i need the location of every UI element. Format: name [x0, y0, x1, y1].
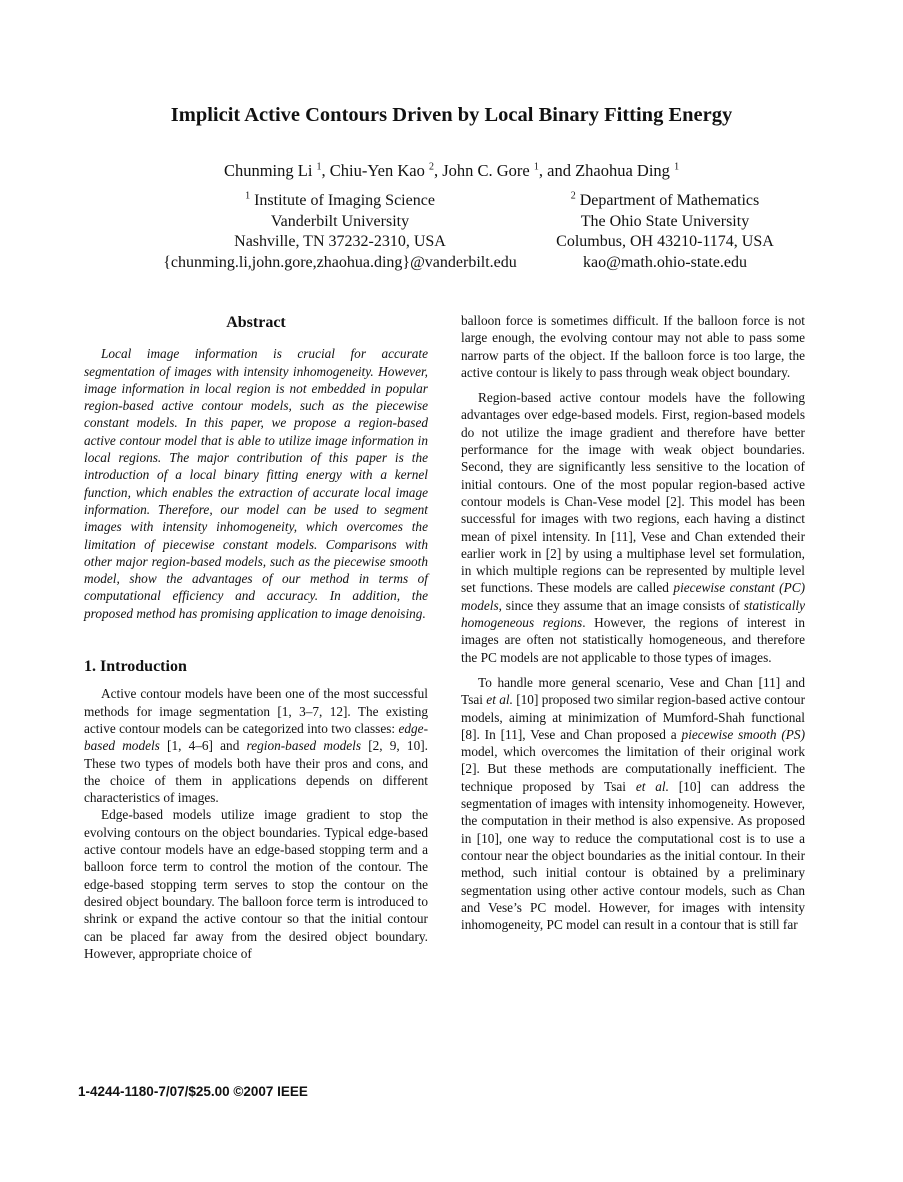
paragraph: balloon force is sometimes difficult. If the balloon force is not large enough, the evolving contour may not able to pass some narrow parts of the object. If the balloon force is too large, the active contour is likely to pass through weak object boundary.: [461, 313, 805, 380]
affiliation-institute: $^1$ Institute of Imaging Science: [245, 190, 435, 209]
author-affiliation-mark: 1: [674, 161, 680, 173]
affiliation-address: Columbus, OH 43210-1174, USA: [556, 233, 774, 250]
paragraph: Edge-based models utilize image gradient to stop the evolving contours on the object boundaries. Typical edge-based active contour models have an edge-based stopping term and a balloon force term to control the motion of the contour. The edge-based stopping term serves to stop the contour on the desired object boundary. The balloon force term is introduced to shrink or expand the active contour so that the initial contour can be placed far away from the desired object boundary. However, appropriate choice of: [84, 807, 428, 961]
right-column: [461, 312, 805, 941]
left-column: [84, 312, 428, 970]
paper-title: Implicit Active Contours Driven by Local Binary Fitting Energy: [170, 104, 733, 126]
affiliation-email[interactable]: kao@math.ohio-state.edu: [582, 253, 748, 271]
affiliation-university: The Ohio State University: [580, 212, 750, 230]
affiliation-university: Vanderbilt University: [270, 212, 410, 230]
author-name: , and Zhaohua Ding: [538, 161, 670, 180]
affiliation-address: Nashville, TN 37232-2310, USA: [234, 233, 446, 250]
paragraph: Region-based active contour models have the following advantages over edge-based models. First, region-based models do not utilize the image gradient and therefore have better performance for the image with weak object boundaries. Second, they are significantly less sensitive to the location of initial contours. One of the most popular region-based active contour models is Chan-Vese model [2]. This model has been successful for images with two regions, each having a distinct mean of pixel intensity. In [11], Vese and Chan extended their earlier work in [2] by using a multiphase level set formulation, in which multiple regions can be represented by multiple level set functions. These models are called piecewise constant (PC) models, since they assume that an image consists of statistically homogeneous regions. However, the regions of interest in images are often not statistically homogeneous, and therefore the PC models are not applicable to those types of images.: [461, 390, 805, 665]
author-name: , John C. Gore: [433, 161, 530, 180]
section-heading: 1. Introduction: [84, 658, 187, 676]
abstract-heading: Abstract: [226, 314, 286, 331]
author-affiliation-mark: 2: [428, 161, 434, 173]
copyright-footer: 1-4244-1180-7/07/$25.00 ©2007 IEEE: [78, 1084, 308, 1099]
paragraph: Active contour models have been one of the most successful methods for image segmentation [1, 3–7, 12]. The existing active contour models can be categorized into two classes: edge-based models [1, 4–6] and region-based models [2, 9, 10]. These two types of models both have their pros and cons, and the choice of them in applications depends on different characteristics of images.: [84, 686, 428, 806]
affiliation-institute: $^2$ Department of Mathematics: [570, 190, 760, 209]
author-list: [0, 161, 903, 181]
abstract-text: Local image information is crucial for accurate segmentation of images with intensity inhomogeneity. However, image information in local region is not embedded in popular region-based active contour models, such as the piecewise constant models. In this paper, we propose a region-based active contour model that is able to utilize image information in local regions. The major contribution of this paper is the introduction of a local binary fitting energy with a kernel function, which enables the extraction of accurate local image information. Therefore, our model can be used to segment images with intensity inhomogeneity, which overcomes the limitation of piecewise constant models. Comparisons with other major region-based models, such as the piecewise smooth model, show the advantages of our method in terms of computational efficiency and accuracy. In addition, the proposed method has promising application to image denoising.: [84, 346, 428, 621]
paragraph: To handle more general scenario, Vese and Chan [11] and Tsai et al. [10] proposed two similar region-based active contour models, aiming at minimization of Mumford-Shah functional [8]. In [11], Vese and Chan proposed a piecewise smooth (PS) model, which overcomes the limitation of their original work [2]. But these methods are computationally inefficient. The technique proposed by Tsai et al. [10] can address the segmentation of images with intensity inhomogeneity. However, the computation in their method is also expensive. As proposed in [10], one way to reduce the computational cost is to use a contour near the object boundaries as the initial contour. In their method, such initial contour is obtained by a preliminary segmentation using other active contour models, such as Chan and Vese’s PC model. However, for images with intensity inhomogeneity, PC model can result in a contour that is still far: [461, 674, 805, 933]
affiliation-email[interactable]: {chunming.li,john.gore,zhaohua.ding}@vanderbilt.edu: [163, 253, 517, 271]
author-name: , Chiu-Yen Kao: [321, 161, 425, 180]
affiliation-block: [515, 191, 815, 273]
author-name: Chunming Li: [223, 161, 313, 180]
author-affiliation-mark: 1: [533, 161, 539, 173]
author-affiliation-mark: 1: [316, 161, 322, 173]
affiliation-block: [120, 191, 560, 273]
